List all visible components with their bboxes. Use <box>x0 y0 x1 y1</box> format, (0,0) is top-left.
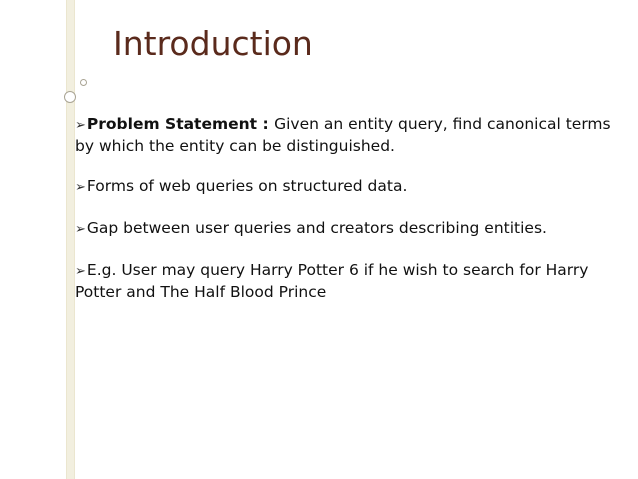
bullet-item-web-queries <box>75 176 615 198</box>
bullet-text: Given an entity query, find canonical terms by which the entity can be distinguished. <box>75 115 611 155</box>
arrow-bullet-icon: ➢ <box>75 264 86 279</box>
bullet-item-example <box>75 260 615 302</box>
bullet-text: Gap between user queries and creators describing entities. <box>86 219 547 237</box>
bullet-list <box>75 114 615 322</box>
decorative-ring-small <box>80 79 87 86</box>
decorative-ring-large <box>64 91 76 103</box>
arrow-bullet-icon: ➢ <box>75 222 86 237</box>
bullet-text: Forms of web queries on structured data. <box>86 177 408 195</box>
slide-title: Introduction <box>113 24 313 63</box>
decorative-left-bar <box>66 0 75 479</box>
bullet-text: E.g. User may query Harry Potter 6 if he wish to search for Harry Potter and The Half Blood Prince <box>75 261 589 301</box>
bullet-item-problem-statement <box>75 114 615 156</box>
arrow-bullet-icon: ➢ <box>75 118 86 133</box>
bullet-item-gap <box>75 218 615 240</box>
arrow-bullet-icon: ➢ <box>75 180 86 195</box>
bullet-lead: Problem Statement : <box>86 115 275 133</box>
